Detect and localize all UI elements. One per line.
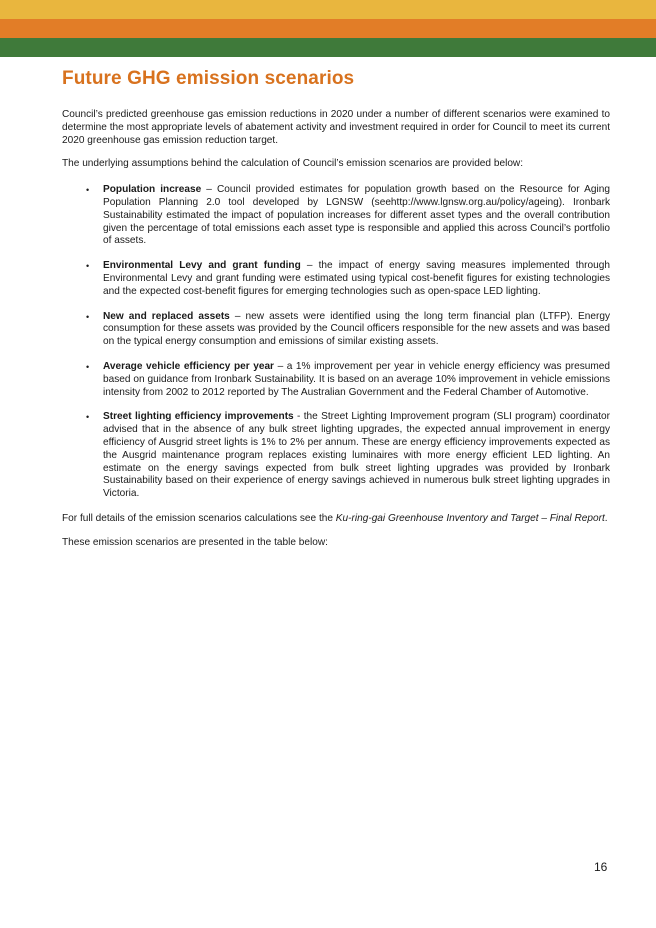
bullet-text: – new assets were identified using the long term financial plan (LTFP). Energy consumption for these assets was provided by the Council officers responsible for the new assets and was based on the typical energy consumption and emissions of similar existing assets.	[103, 310, 610, 348]
header-band-green	[0, 38, 656, 57]
page-number: 16	[594, 860, 608, 874]
bullet-text: – Council provided estimates for population growth based on the Resource for Aging Population Planning 2.0 tool developed by LGNSW (seehttp://www.lgnsw.org.au/policy/ageing). Ironbark Sustainability estimated the impact of population increases for different asset types and the overall contribution given the percentage of total emissions each asset type is responsible and applied this across Council’s portfolio of assets.	[103, 184, 610, 247]
report-title: Ku-ring-gai Greenhouse Inventory and Target – Final Report	[335, 512, 605, 524]
closing-paragraph	[62, 513, 610, 526]
bullet-text: – a 1% improvement per year in vehicle energy efficiency was presumed based on guidance from Ironbark Sustainability. It is based on an average 10% improvement in vehicle emissions intensity from 2002 to 2012 reported by The Australian Government and the Federal Chamber of Automotive.	[103, 360, 611, 398]
list-item	[62, 311, 610, 349]
list-item	[62, 184, 610, 248]
intro-paragraph-1: Council’s predicted greenhouse gas emission reductions in 2020 under a number of different scenarios were examined to determine the most appropriate levels of abatement activity and investment required in order for Council to meet its current 2020 greenhouse gas emission reduction target.	[62, 109, 610, 146]
header-band-orange	[0, 19, 656, 38]
assumptions-list	[62, 184, 610, 501]
bullet-text: - the Street Lighting Improvement program (SLI program) coordinator advised that in the absence of any bulk street lighting upgrades, the expected annual improvement in energy efficiency of Ausgrid street lights is 1% to 2% per annum. These are energy efficiency improvements expected as the Ausgrid maintenance program replaces existing luminaires with more energy efficient LED lighting. An estimate on the energy savings expected from bulk street lighting upgrades was provided by Ironbark Sustainability based on their experience of energy savings achieved in numerous bulk street lighting upgrades in Victoria.	[103, 411, 610, 500]
closing-lead: For full details of the emission scenarios calculations see the	[62, 512, 336, 524]
list-item	[62, 260, 610, 298]
bullet-icon: •	[86, 361, 90, 372]
bullet-label: Street lighting efficiency improvements	[103, 411, 294, 423]
bullet-text: – the impact of energy saving measures implemented through Environmental Levy and grant funding were estimated using typical cost-benefit figures for existing technologies and the expected cost-benefit figures for emerging technologies such as open-space LED lighting.	[103, 260, 610, 297]
bullet-label: New and replaced assets	[103, 310, 230, 322]
page-title: Future GHG emission scenarios	[62, 68, 355, 89]
bullet-icon: •	[86, 261, 90, 272]
page-content	[62, 68, 610, 561]
final-paragraph: These emission scenarios are presented in the table below:	[62, 536, 328, 548]
bullet-icon: •	[86, 185, 90, 196]
intro-paragraph-2: The underlying assumptions behind the calculation of Council’s emission scenarios are provided below:	[62, 158, 524, 170]
bullet-icon: •	[86, 311, 90, 322]
bullet-label: Average vehicle efficiency per year	[103, 360, 274, 372]
bullet-icon: •	[86, 412, 90, 423]
list-item	[62, 411, 610, 501]
header-band-yellow	[0, 0, 656, 19]
bullet-label: Population increase	[103, 184, 202, 196]
list-item	[62, 361, 610, 399]
bullet-label: Environmental Levy and grant funding	[103, 260, 301, 272]
closing-end: .	[604, 512, 608, 524]
